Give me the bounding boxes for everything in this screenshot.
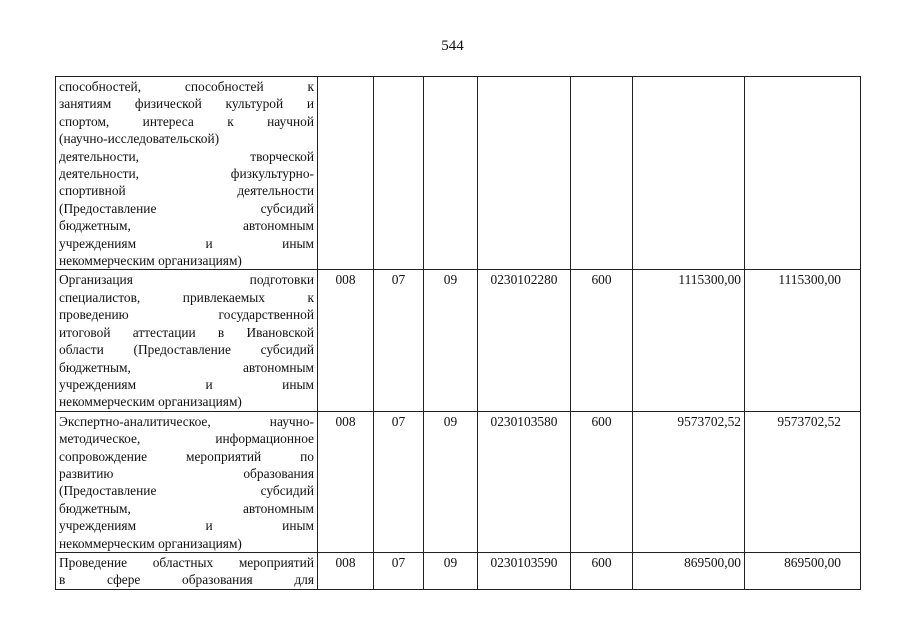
ministry-code: 008 (318, 411, 374, 552)
text-line: развитию образования (59, 465, 314, 481)
text-line: некоммерческим организациям) (59, 253, 242, 269)
subsection-code: 09 (424, 411, 478, 552)
text-line: спортом, интереса к научной (59, 113, 314, 129)
budget-table (55, 76, 861, 590)
text-line: Экспертно-аналитическое, научно- (59, 413, 314, 429)
text-line: сопровождение мероприятий по (59, 448, 314, 464)
section-code: 07 (374, 552, 424, 589)
section-code: 07 (374, 270, 424, 411)
text-line: занятиям физической культурой и (59, 96, 314, 112)
target-code (478, 77, 571, 270)
text-line: (Предоставление субсидий (59, 483, 314, 499)
text-line: деятельности, физкультурно- (59, 166, 314, 182)
amount-1: 869500,00 (633, 552, 745, 589)
amount-1: 1115300,00 (633, 270, 745, 411)
text-line: методическое, информационное (59, 431, 314, 447)
section-code (374, 77, 424, 270)
table-row (56, 77, 861, 270)
text-line: бюджетным, автономным (59, 359, 314, 375)
text-line: (научно-исследовательской) (59, 131, 220, 147)
table-body (56, 77, 861, 590)
target-code: 0230103580 (478, 411, 571, 552)
expense-type-code (571, 77, 633, 270)
text-line: Проведение областных мероприятий (59, 554, 314, 570)
amount-2: 1115300,00 (745, 270, 861, 411)
row-description (56, 270, 318, 411)
page-number: 544 (441, 38, 464, 54)
row-description (56, 77, 318, 270)
amount-1 (633, 77, 745, 270)
text-line: бюджетным, автономным (59, 218, 314, 234)
table-row (56, 411, 861, 552)
text-line: в сфере образования для (59, 572, 314, 588)
row-description (56, 552, 318, 589)
text-line: бюджетным, автономным (59, 500, 314, 516)
table-row (56, 552, 861, 589)
text-line: области (Предоставление субсидий (59, 342, 314, 358)
amount-2 (745, 77, 861, 270)
text-line: учреждениям и иным (59, 376, 314, 392)
ministry-code: 008 (318, 270, 374, 411)
target-code: 0230103590 (478, 552, 571, 589)
text-line: учреждениям и иным (59, 518, 314, 534)
ministry-code (318, 77, 374, 270)
text-line: учреждениям и иным (59, 235, 314, 251)
text-line: итоговой аттестации в Ивановской (59, 324, 314, 340)
subsection-code: 09 (424, 552, 478, 589)
text-line: специалистов, привлекаемых к (59, 289, 314, 305)
row-description (56, 411, 318, 552)
text-line: (Предоставление субсидий (59, 200, 314, 216)
amount-2: 9573702,52 (745, 411, 861, 552)
text-line: Организация подготовки (59, 272, 314, 288)
amount-2: 869500,00 (745, 552, 861, 589)
subsection-code: 09 (424, 270, 478, 411)
text-line: некоммерческим организациям) (59, 535, 242, 551)
expense-type-code: 600 (571, 411, 633, 552)
text-line: спортивной деятельности (59, 183, 314, 199)
text-line: проведению государственной (59, 307, 314, 323)
subsection-code (424, 77, 478, 270)
text-line: способностей, способностей к (59, 79, 314, 94)
text-line: некоммерческим организациям) (59, 394, 242, 410)
text-line: деятельности, творческой (59, 148, 314, 164)
amount-1: 9573702,52 (633, 411, 745, 552)
target-code: 0230102280 (478, 270, 571, 411)
table-row (56, 270, 861, 411)
section-code: 07 (374, 411, 424, 552)
expense-type-code: 600 (571, 270, 633, 411)
ministry-code: 008 (318, 552, 374, 589)
expense-type-code: 600 (571, 552, 633, 589)
